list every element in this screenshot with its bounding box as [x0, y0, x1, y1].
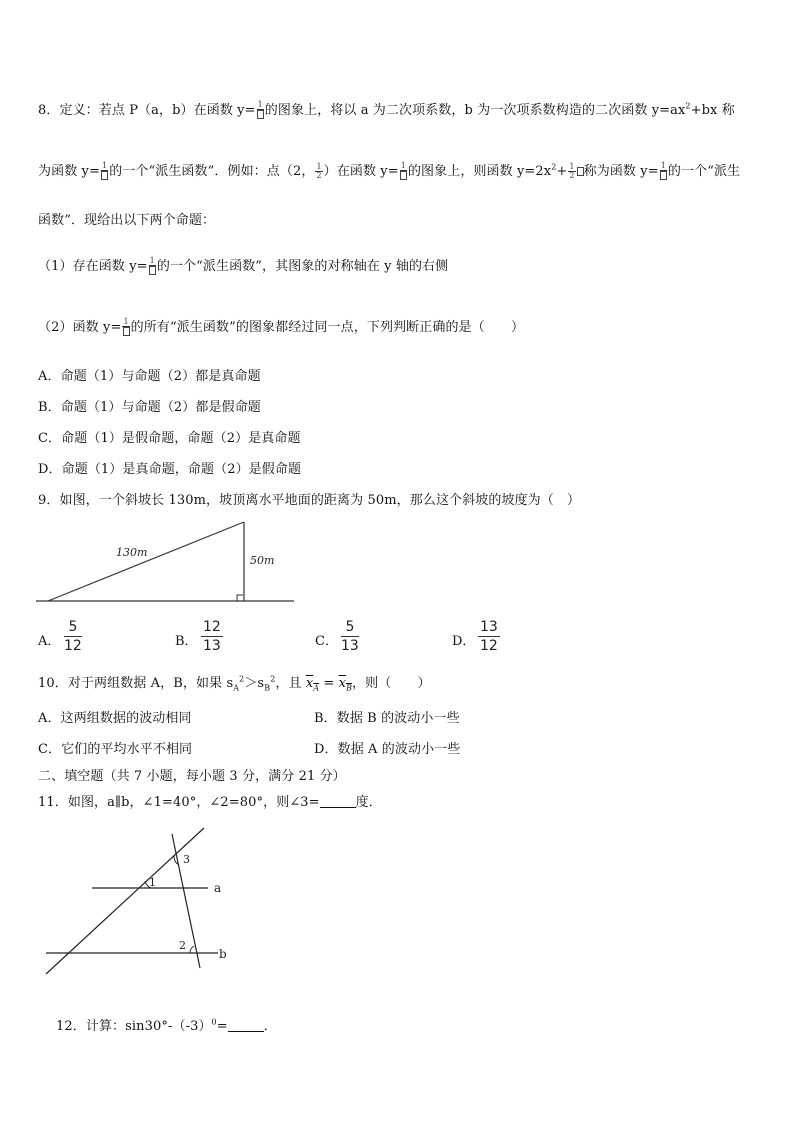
q8-proposition-1	[38, 255, 448, 276]
q8-line2	[38, 160, 740, 181]
fraction-denominator-box	[101, 171, 108, 181]
line-label-b: b	[219, 947, 227, 961]
mean-symbol: x	[338, 676, 347, 691]
q10-text-c: ，则（ ）	[352, 676, 431, 691]
q8-line2-text-c: ）在函数 y=	[323, 164, 399, 179]
mean-b	[339, 676, 352, 691]
parallel-lines-diagram	[40, 822, 240, 980]
fraction-numerator: 13	[480, 619, 498, 635]
subscript-b: B	[264, 683, 271, 693]
angle-arc-2	[190, 946, 194, 953]
fraction-one-half	[315, 163, 322, 180]
fraction-denominator: 2	[316, 171, 322, 180]
q10-option-b: B．数据 B 的波动小一些	[314, 711, 460, 726]
choice-fraction	[64, 618, 82, 655]
exponent: 2	[270, 674, 276, 684]
answer-blank[interactable]	[320, 795, 356, 808]
q8-line1-text-b: 的图象上，将以 a 为二次项系数，b 为一次项系数构造的二次函数 y=ax	[264, 103, 686, 118]
choice-label: B．	[175, 634, 198, 649]
choice-fraction	[341, 618, 359, 655]
prop2-text-b: 的所有“派生函数”的图象都经过同一点，下列判断正确的是（ ）	[130, 320, 525, 335]
fraction-denominator: 12	[480, 638, 498, 654]
prop1-text-b: 的一个“派生函数”，其图象的对称轴在 y 轴的右侧	[156, 259, 449, 274]
subscript-a: A	[233, 683, 240, 693]
exponent: 2	[239, 674, 245, 684]
prop1-text-a: （1）存在函数 y=	[38, 259, 148, 274]
fraction-1-over-x	[122, 318, 129, 337]
transversal-1	[46, 828, 204, 974]
angle-label-2: 2	[179, 939, 186, 952]
exponent: 2	[551, 162, 557, 172]
q8-option-a: A．命题（1）与命题（2）都是真命题	[38, 369, 261, 384]
q8-line2-text-d: 的图象上，则函数 y=2x	[407, 164, 552, 179]
equals-sign: =	[319, 676, 339, 691]
missing-glyph-box	[577, 167, 584, 176]
q8-line2-text-g: 的一个“派生	[667, 164, 741, 179]
greater-than: ＞s	[244, 676, 265, 691]
mean-subscript: B	[346, 683, 353, 693]
fraction-numerator: 1	[569, 162, 575, 171]
choice-fraction	[201, 618, 223, 655]
mean-a	[306, 676, 319, 691]
fraction-1-over-x	[101, 162, 108, 181]
section-2-heading: 二、填空题（共 7 小题，每小题 3 分，满分 21 分）	[38, 769, 346, 784]
q9-choices	[38, 618, 558, 660]
fraction-1-over-x	[257, 101, 264, 120]
q8-line2-text-f: 称为函数 y=	[583, 164, 659, 179]
q12-question	[56, 1015, 277, 1034]
q9-question: 9．如图，一个斜坡长 130m，坡顶离水平地面的距离为 50m，那么这个斜坡的坡度为（ ）	[38, 493, 581, 508]
fraction-1-over-x	[149, 257, 156, 276]
prop2-text-a: （2）函数 y=	[38, 320, 122, 335]
q10-text-a: 10．对于两组数据 A，B，如果 s	[38, 676, 234, 691]
fraction-numerator: 1	[123, 317, 129, 326]
fraction-numerator: 1	[400, 161, 406, 170]
q10-text-b: ，且	[275, 676, 306, 691]
fraction-denominator-box	[400, 171, 407, 181]
choice-label: C．	[315, 634, 338, 649]
choice-label: A．	[38, 634, 61, 649]
fraction-numerator: 1	[101, 161, 108, 170]
fraction-numerator: 1	[316, 162, 322, 171]
mean-subscript: A	[313, 683, 320, 693]
q8-line2-text-a: 为函数 y=	[38, 164, 100, 179]
q10-option-c: C．它们的平均水平不相同	[38, 742, 193, 757]
fraction-numerator: 5	[341, 618, 359, 637]
fraction-numerator: 1	[257, 100, 263, 109]
fraction-1-over-x	[660, 162, 667, 181]
q10-option-a: A．这两组数据的波动相同	[38, 711, 192, 726]
right-angle-mark	[237, 595, 243, 601]
answer-blank[interactable]	[228, 1019, 264, 1032]
fraction-one-half	[568, 163, 575, 180]
q8-option-b: B．命题（1）与命题（2）都是假命题	[38, 400, 261, 415]
slope-length-label: 130m	[116, 546, 148, 559]
fraction-denominator: 13	[341, 638, 359, 654]
q8-proposition-2	[38, 316, 524, 337]
q10-question	[38, 672, 431, 693]
q11-text-b: 度．	[355, 795, 382, 810]
q10-option-d: D．数据 A 的波动小一些	[314, 742, 461, 757]
fraction-denominator-box	[122, 327, 129, 337]
fraction-denominator-box	[257, 110, 264, 120]
q8-option-d: D．命题（1）是真命题，命题（2）是假命题	[38, 462, 302, 477]
fraction-denominator: 2	[569, 171, 575, 180]
plus-sign: +	[556, 164, 568, 179]
mean-symbol: x	[305, 676, 314, 691]
q12-text-b: =	[216, 1019, 228, 1034]
fraction-numerator: 1	[149, 256, 155, 265]
exponent: 0	[211, 1017, 217, 1027]
q8-line1-text-c: +bx 称	[690, 103, 735, 118]
fraction-numerator: 1	[660, 161, 666, 170]
q8-line1-text-a: 8．定义：若点 P（a，b）在函数 y=	[38, 103, 256, 118]
fraction-denominator-box	[660, 171, 667, 181]
height-label: 50m	[250, 554, 275, 567]
q12-text-a: 12．计算：sin30°-（-3）	[56, 1019, 212, 1034]
choice-label: D．	[452, 634, 476, 649]
line-label-a: a	[214, 881, 222, 895]
q8-option-c: C．命题（1）是假命题，命题（2）是真命题	[38, 431, 301, 446]
exponent: 2	[685, 101, 691, 111]
q11-question	[38, 791, 382, 810]
slope-line	[48, 522, 244, 601]
slope-diagram	[34, 516, 298, 608]
choice-fraction	[478, 618, 500, 655]
fraction-numerator: 12	[203, 619, 221, 635]
fraction-denominator: 13	[203, 638, 221, 654]
q8-line2-text-b: 的一个“派生函数”．例如：点（2，	[109, 164, 315, 179]
fraction-numerator: 5	[64, 618, 82, 637]
q12-text-c: ．	[263, 1019, 277, 1034]
q11-text-a: 11．如图，a∥b，∠1=40°，∠2=80°，则∠3=	[38, 795, 320, 810]
fraction-denominator-box	[149, 266, 156, 276]
q8-line1	[38, 99, 735, 120]
angle-label-1: 1	[149, 876, 156, 889]
q8-line3: 函数”．现给出以下两个命题：	[38, 213, 216, 228]
fraction-1-over-x	[400, 162, 407, 181]
angle-label-3: 3	[183, 853, 190, 866]
fraction-denominator: 12	[64, 638, 82, 654]
